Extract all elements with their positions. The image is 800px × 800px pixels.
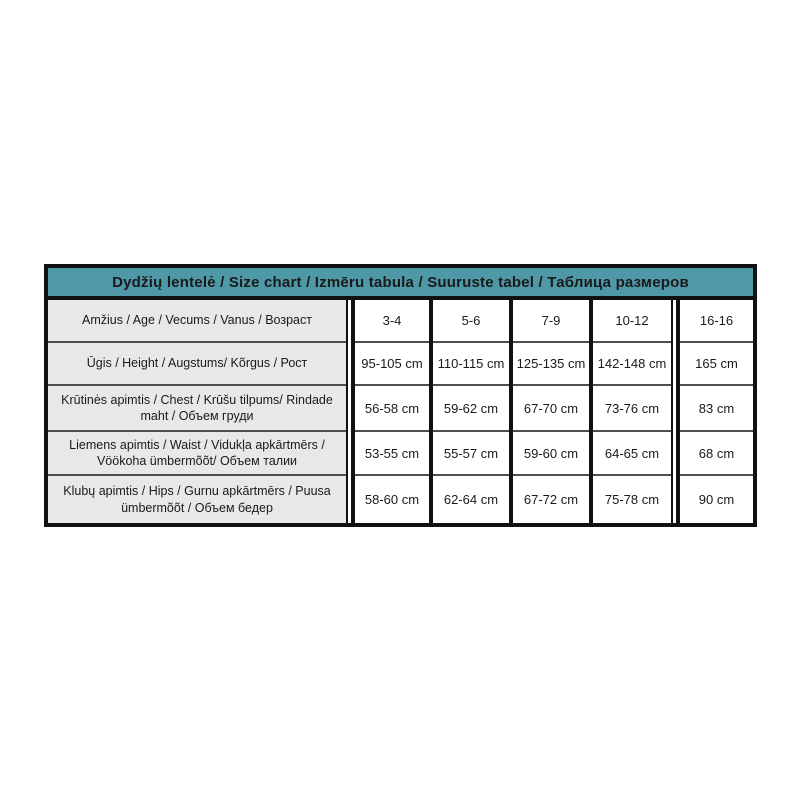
row-label-hips: Klubų apimtis / Hips / Gurnu apkārtmērs / Puusa ümbermõõt / Объем бедер	[48, 476, 346, 523]
value-cell: 53-55 cm	[355, 432, 429, 476]
table-body	[48, 300, 753, 523]
value-cell: 58-60 cm	[364, 492, 420, 507]
value-cell: 55-57 cm	[433, 432, 509, 476]
value-cell: 67-70 cm	[513, 386, 589, 432]
row-label-age: Amžius / Age / Vecums / Vanus / Возраст	[48, 300, 346, 343]
value-cell: 62-64 cm	[443, 492, 499, 507]
value-cell: 73-76 cm	[593, 386, 671, 432]
value-cell: 75-78 cm	[604, 492, 660, 507]
value-cell: 95-105 cm	[355, 343, 429, 386]
value-cell: 5-6	[433, 300, 509, 343]
value-cell: 59-60 cm	[513, 432, 589, 476]
value-cell: 16-16	[680, 300, 753, 343]
value-cell: 67-72 cm	[523, 492, 579, 507]
row-label-chest: Krūtinės apimtis / Chest / Krūšu tilpums/ Rindade maht / Объем груди	[48, 386, 346, 432]
row-label-waist: Liemens apimtis / Waist / Vidukļa apkārtmērs / Vöökoha ümbermõõt/ Объем талии	[48, 432, 346, 476]
value-cell: 110-115 cm	[433, 343, 509, 386]
value-cell: 165 cm	[680, 343, 753, 386]
size-chart-table	[44, 264, 757, 527]
value-cell: 10-12	[593, 300, 671, 343]
value-cell: 83 cm	[680, 386, 753, 432]
row-label-height: Ūgis / Height / Augstums/ Kõrgus / Рост	[48, 343, 346, 386]
value-cell: 7-9	[513, 300, 589, 343]
table-title: Dydžių lentelė / Size chart / Izmēru tabula / Suuruste tabel / Таблица размеров	[48, 268, 753, 300]
values-block-right-border	[671, 300, 673, 523]
value-cell: 68 cm	[680, 432, 753, 476]
label-column-right-divider	[346, 300, 348, 523]
value-cell: 59-62 cm	[433, 386, 509, 432]
value-cell: 125-135 cm	[513, 343, 589, 386]
value-cell: 142-148 cm	[593, 343, 671, 386]
value-cell: 3-4	[355, 300, 429, 343]
value-cell: 90 cm	[698, 492, 735, 507]
value-cell: 64-65 cm	[593, 432, 671, 476]
value-cell: 56-58 cm	[355, 386, 429, 432]
